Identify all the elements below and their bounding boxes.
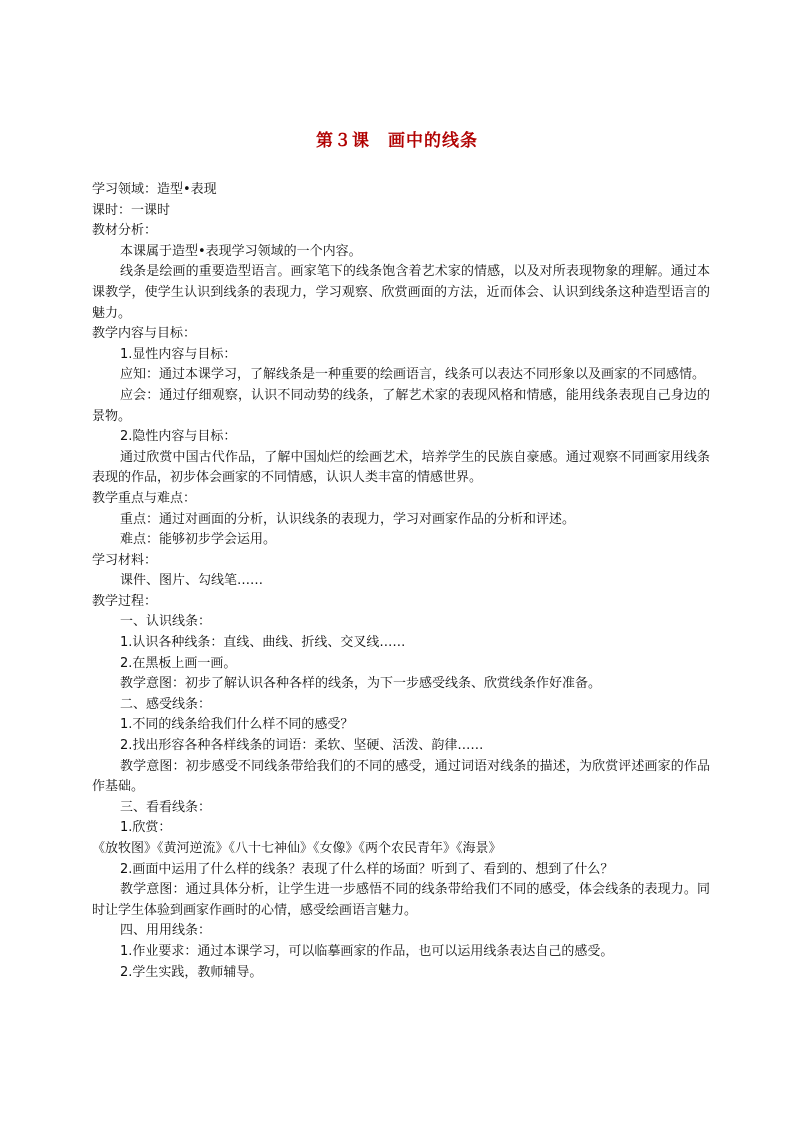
paragraph: 教学意图：初步了解认识各种各样的线条，为下一步感受线条、欣赏线条作好准备。	[120, 676, 602, 692]
paragraph: 1.不同的线条给我们什么样不同的感受？	[120, 717, 354, 733]
section-heading: 课时：一课时	[92, 202, 171, 218]
paragraph: 四、用用线条：	[120, 923, 212, 939]
paragraph: 二、感受线条：	[120, 696, 212, 712]
paragraph: 1.显性内容与目标：	[120, 346, 237, 362]
section-heading: 教学过程：	[92, 593, 158, 609]
paragraph: 三、看看线条：	[120, 799, 212, 815]
paragraph: 难点：能够初步学会运用。	[120, 532, 277, 548]
paragraph: 通过欣赏中国古代作品，了解中国灿烂的绘画艺术，培养学生的民族自豪感。通过观察不同画家用线条表现的作品，初步体会画家的不同情感，认识人类丰富的情感世界。	[92, 449, 710, 486]
paragraph: 应会：通过仔细观察，认识不同动势的线条，了解艺术家的表现风格和情感，能用线条表现自己身边的景物。	[92, 387, 710, 424]
paragraph: 2.学生实践，教师辅导。	[120, 964, 263, 980]
paragraph: 2.画面中运用了什么样的线条？表现了什么样的场面？听到了、看到的、想到了什么？	[120, 861, 614, 877]
section-heading: 教学内容与目标：	[92, 326, 197, 342]
paragraph: 1.欣赏：	[120, 820, 172, 836]
lesson-body	[92, 180, 710, 983]
section-heading: 学习材料：	[92, 552, 158, 568]
paragraph: 本课属于造型•表现学习领域的一个内容。	[120, 243, 362, 259]
paragraph: 应知：通过本课学习，了解线条是一种重要的绘画语言，线条可以表达不同形象以及画家的不同感情。	[120, 367, 706, 383]
paragraph: 重点：通过对画面的分析，认识线条的表现力，学习对画家作品的分析和评述。	[120, 511, 576, 527]
paragraph: 教学意图：通过具体分析，让学生进一步感悟不同的线条带给我们不同的感受，体会线条的表现力。同时让学生体验到画家作画时的心情，感受绘画语言魅力。	[92, 882, 710, 918]
section-heading: 教学重点与难点：	[92, 490, 197, 506]
paragraph: 1.作业要求：通过本课学习，可以临摹画家的作品，也可以运用线条表达自己的感受。	[120, 943, 614, 959]
paragraph: 一、认识线条：	[120, 614, 212, 630]
lesson-title: 第３课 画中的线条	[316, 131, 478, 151]
paragraph: 2.在黑板上画一画。	[120, 655, 237, 671]
paragraph: 2.找出形容各种各样线条的词语：柔软、坚硬、活泼、韵律……	[120, 738, 484, 754]
section-heading: 学习领域：造型•表现	[92, 182, 217, 197]
section-heading: 《放牧图》《黄河逆流》《八十七神仙》《女像》《两个农民青年》《海景》	[92, 841, 502, 856]
paragraph: 教学意图：初步感受不同线条带给我们的不同的感受，通过词语对线条的描述，为欣赏评述画家的作品作基础。	[92, 758, 710, 795]
paragraph: 线条是绘画的重要造型语言。画家笔下的线条饱含着艺术家的情感，以及对所表现物象的理解。通过本课教学，使学生认识到线条的表现力，学习观察、欣赏画面的方法，近而体会、认识到线条这种造型语言的魅力。	[92, 264, 710, 321]
paragraph: 1.认识各种线条：直线、曲线、折线、交叉线……	[120, 635, 406, 651]
paragraph: 2.隐性内容与目标：	[120, 429, 237, 445]
paragraph: 课件、图片、勾线笔……	[120, 573, 264, 589]
section-heading: 教材分析：	[92, 223, 158, 239]
